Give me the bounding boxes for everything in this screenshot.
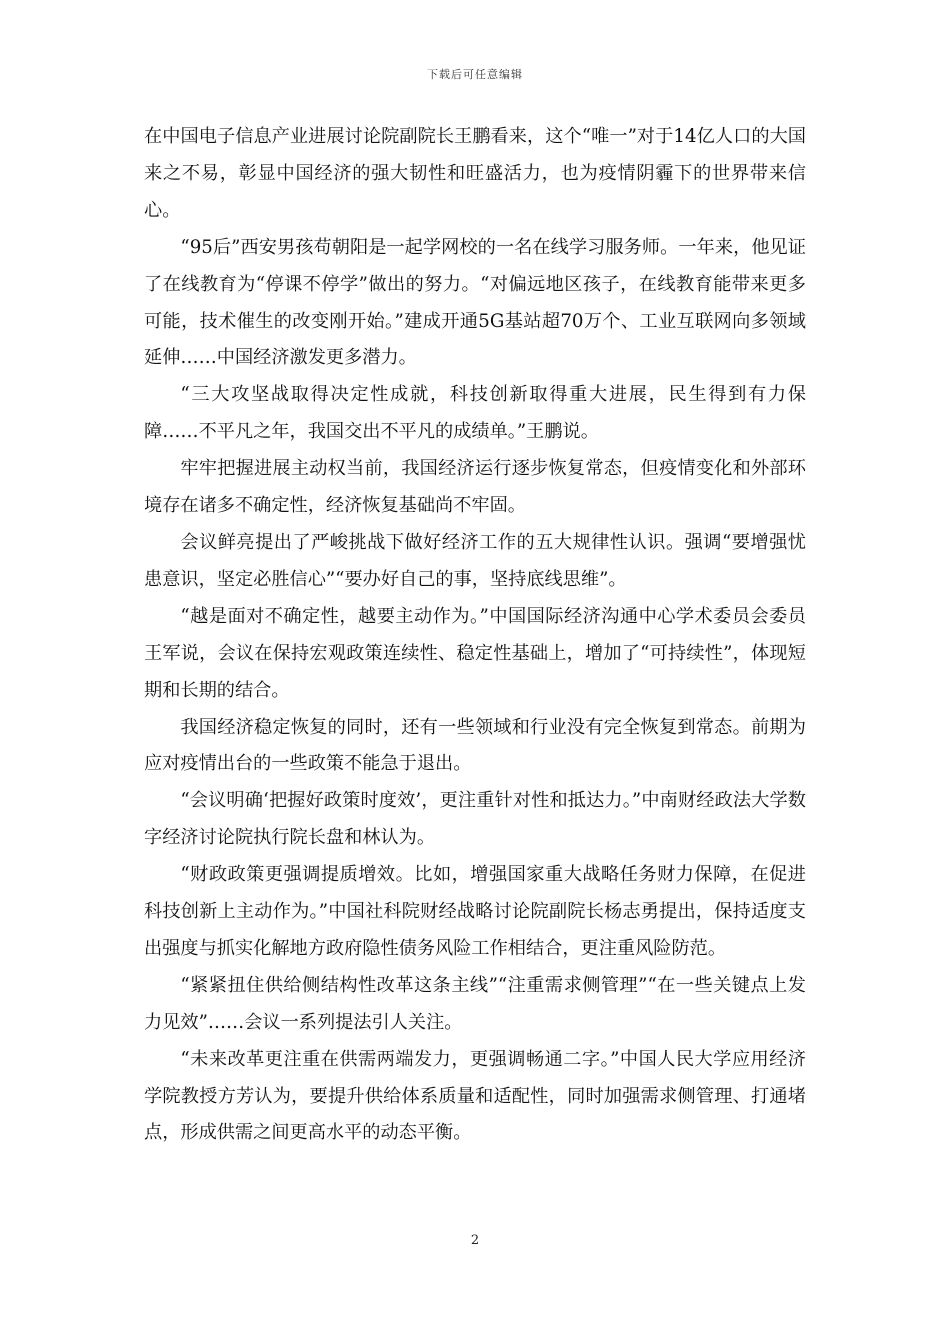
page-number: 2 xyxy=(470,1233,480,1248)
paragraph-8: “会议明确‘把握好政策时度效’，更注重针对性和抵达力。”中南财经政法大学数字经济讨论院执行院长盘和林认为。 xyxy=(144,790,806,849)
paragraph-3: “三大攻坚战取得决定性成就，科技创新取得重大进展，民生得到有力保障……不平凡之年，我国交出不平凡的成绩单。”王鹏说。 xyxy=(144,384,806,443)
paragraph-10: “紧紧扭住供给侧结构性改革这条主线”“注重需求侧管理”“在一些关键点上发力见效”……会议一系列提法引人关注。 xyxy=(144,974,806,1033)
paragraph-9: “财政政策更强调提质增效。比如，增强国家重大战略任务财力保障，在促进科技创新上主动作为。”中国社科院财经战略讨论院副院长杨志勇提出，保持适度支出强度与抓实化解地方政府隐性债务风险工作相结合，更注重风险防范。 xyxy=(144,864,806,959)
paragraph-5: 会议鲜亮提出了严峻挑战下做好经济工作的五大规律性认识。强调“要增强忧患意识，坚定必胜信心”“要办好自己的事，坚持底线思维”。 xyxy=(144,531,806,590)
paragraph-4: 牢牢把握进展主动权当前，我国经济运行逐步恢复常态，但疫情变化和外部环境存在诸多不确定性，经济恢复基础尚不牢固。 xyxy=(144,458,806,517)
paragraph-2: “95后”西安男孩苟朝阳是一起学网校的一名在线学习服务师。一年来，他见证了在线教育为“停课不停学”做出的努力。“对偏远地区孩子，在线教育能带来更多可能，技术催生的改变刚开始。”建成开通5G基站超70万个、工业互联网向多领域延伸……中国经济激发更多潜力。 xyxy=(144,236,806,369)
paragraph-1: 在中国电子信息产业进展讨论院副院长王鹏看来，这个“唯一”对于14亿人口的大国来之不易，彰显中国经济的强大韧性和旺盛活力，也为疫情阴霾下的世界带来信心。 xyxy=(144,126,806,221)
paragraph-6: “越是面对不确定性，越要主动作为。”中国国际经济沟通中心学术委员会委员王军说，会议在保持宏观政策连续性、稳定性基础上，增加了“可持续性”，体现短期和长期的结合。 xyxy=(144,605,806,701)
paragraph-7: 我国经济稳定恢复的同时，还有一些领域和行业没有完全恢复到常态。前期为应对疫情出台的一些政策不能急于退出。 xyxy=(144,716,806,775)
page-header: 下载后可任意编辑 xyxy=(427,68,523,81)
paragraph-11: “未来改革更注重在供需两端发力，更强调畅通二字。”中国人民大学应用经济学院教授方芳认为，要提升供给体系质量和适配性，同时加强需求侧管理、打通堵点，形成供需之间更高水平的动态平衡。 xyxy=(144,1048,806,1144)
document-body xyxy=(144,119,806,1152)
